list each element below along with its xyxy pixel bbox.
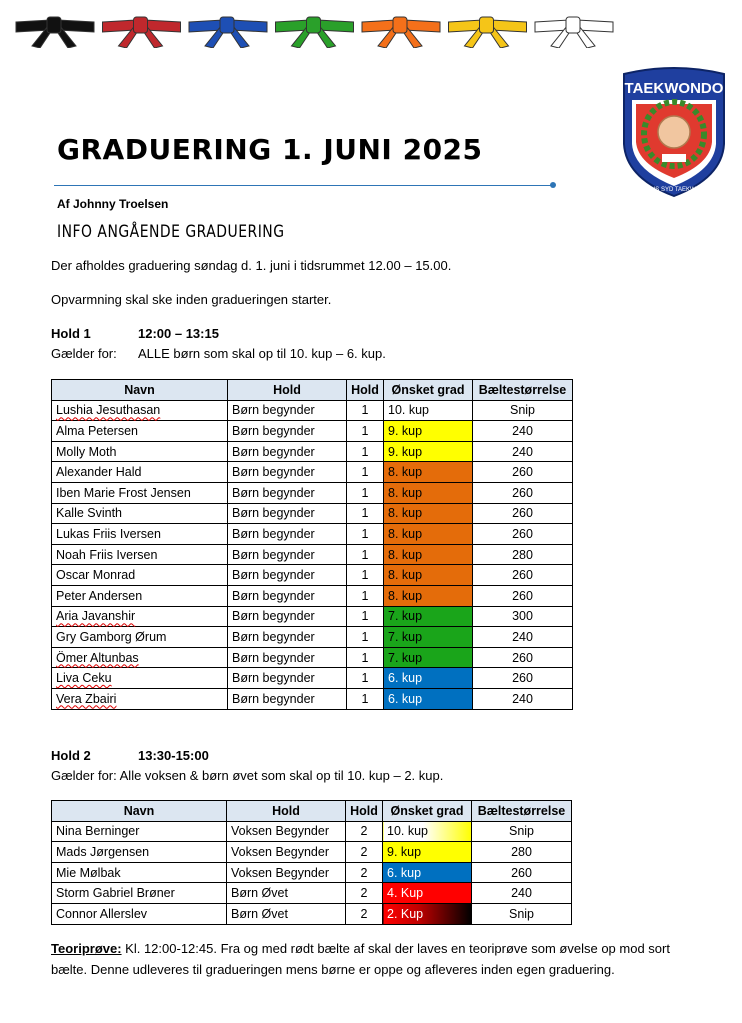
title-rule [54, 185, 552, 186]
table-row [52, 462, 573, 483]
cell-hold-number [347, 585, 384, 606]
cell-hold-number-text: 2 [360, 844, 368, 859]
cell-hold-number-text: 1 [361, 671, 369, 686]
cell-name [52, 606, 228, 627]
table-row [52, 565, 573, 586]
col-header-hold-number: Hold [347, 380, 384, 401]
cell-hold-text: Børn begynder [232, 485, 315, 500]
cell-belt-size [473, 606, 573, 627]
cell-hold-number [347, 606, 384, 627]
cell-name [52, 688, 228, 709]
col-header-navn: Navn [52, 801, 227, 822]
cell-hold-number-text: 1 [361, 506, 369, 521]
cell-hold-number-text: 1 [361, 609, 369, 624]
cell-grade [384, 668, 473, 689]
cell-grade-text: 4. Kup [387, 886, 424, 901]
cell-grade-text: 10. kup [387, 824, 429, 839]
cell-belt-size-text: 260 [512, 671, 533, 686]
cell-name-text: Molly Moth [56, 444, 117, 459]
cell-name [52, 544, 228, 565]
belt-5 [449, 17, 527, 48]
table-row [52, 606, 573, 627]
col-header-belt-size: Bæltestørrelse [473, 380, 573, 401]
cell-hold-number [346, 821, 383, 842]
cell-name-text: Aria Javanshir [56, 609, 136, 624]
cell-name-text: Connor Allerslev [56, 906, 148, 921]
cell-grade [383, 903, 472, 924]
page-title: GRADUERING 1. JUNI 2025 [57, 133, 483, 166]
cell-grade-text: 6. kup [387, 865, 422, 880]
cell-name-text: Liva Ceku [56, 671, 112, 686]
cell-name [52, 821, 227, 842]
cell-belt-size-text: 260 [512, 568, 533, 583]
cell-belt-size [472, 862, 572, 883]
cell-belt-size [472, 842, 572, 863]
cell-belt-size [473, 524, 573, 545]
cell-hold [228, 606, 347, 627]
cell-hold-number-text: 2 [360, 886, 368, 901]
cell-hold-text: Børn begynder [232, 568, 315, 583]
cell-name-text: Storm Gabriel Brøner [56, 886, 175, 901]
cell-belt-size [473, 627, 573, 648]
cell-hold-text: Børn begynder [232, 423, 315, 438]
table-row [52, 441, 573, 462]
cell-hold-number [346, 883, 383, 904]
cell-hold-number [347, 400, 384, 421]
col-header-hold: Hold [228, 380, 347, 401]
belt-2 [189, 17, 267, 48]
theory-test-text: Kl. 12:00-12:45. Fra og med rødt bælte af skal der laves en teoriprøve som øvelse op mod sort bælte. Denne udleveres til gradueringen mens børne er oppe og afleveres inden egen graduering. [51, 941, 670, 977]
theory-test-note [51, 938, 701, 980]
cell-grade-text: 2. Kup [387, 906, 424, 921]
table-row [52, 821, 572, 842]
cell-belt-size-text: 260 [512, 465, 533, 480]
cell-name [52, 400, 228, 421]
cell-name [52, 421, 228, 442]
cell-hold-number [347, 524, 384, 545]
table-row [52, 883, 572, 904]
cell-grade-text: 8. kup [388, 526, 423, 541]
cell-hold-number [347, 544, 384, 565]
col-header-navn: Navn [52, 380, 228, 401]
hold1-applies: ALLE børn som skal op til 10. kup – 6. kup. [138, 346, 386, 361]
cell-grade [384, 524, 473, 545]
table-row [52, 842, 572, 863]
cell-hold-text: Børn begynder [232, 671, 315, 686]
cell-hold-number [347, 482, 384, 503]
hold2-table [51, 800, 572, 925]
cell-hold-number [347, 688, 384, 709]
col-header-belt-size: Bæltestørrelse [472, 801, 572, 822]
cell-hold-text: Børn begynder [232, 629, 315, 644]
cell-grade-text: 9. kup [388, 444, 423, 459]
cell-name-text: Vera Zbairi [56, 691, 117, 706]
cell-hold [228, 544, 347, 565]
cell-grade-text: 9. kup [387, 844, 422, 859]
hold1-time: 12:00 – 13:15 [138, 326, 219, 341]
cell-hold-text: Voksen Begynder [231, 824, 329, 839]
table-header-row [52, 801, 572, 822]
cell-hold [227, 821, 346, 842]
belt-3 [276, 17, 354, 48]
table-row [52, 647, 573, 668]
hold2-time: 13:30-15:00 [138, 748, 209, 763]
cell-name-text: Oscar Monrad [56, 568, 136, 583]
cell-name [52, 524, 228, 545]
cell-name-text: Ömer Altunbas [56, 650, 139, 665]
cell-grade [384, 606, 473, 627]
cell-hold [228, 524, 347, 545]
cell-belt-size-text: Snip [508, 824, 535, 839]
cell-belt-size [473, 462, 573, 483]
cell-hold-text: Børn begynder [232, 609, 315, 624]
cell-hold-number-text: 2 [360, 824, 368, 839]
table-row [52, 544, 573, 565]
cell-hold [228, 647, 347, 668]
belt-0 [16, 17, 94, 48]
cell-hold-number [346, 842, 383, 863]
cell-name-text: Kalle Svinth [56, 506, 123, 521]
table-row [52, 627, 573, 648]
cell-hold-number [347, 565, 384, 586]
cell-grade [384, 421, 473, 442]
cell-grade [384, 400, 473, 421]
cell-hold-number-text: 1 [361, 403, 369, 418]
cell-grade-text: 6. kup [388, 691, 423, 706]
cell-hold [227, 862, 346, 883]
theory-test-label: Teoriprøve: [51, 941, 122, 956]
cell-hold-number-text: 1 [361, 465, 369, 480]
cell-grade-text: 8. kup [388, 506, 423, 521]
cell-name [52, 883, 227, 904]
cell-hold-number-text: 1 [361, 444, 369, 459]
cell-belt-size [473, 688, 573, 709]
cell-hold [228, 441, 347, 462]
cell-hold-text: Børn begynder [232, 526, 315, 541]
table-row [52, 688, 573, 709]
intro-line-2: Opvarmning skal ske inden gradueringen starter. [51, 292, 332, 307]
cell-hold-number [347, 462, 384, 483]
table-row [52, 668, 573, 689]
cell-name [52, 565, 228, 586]
cell-grade-text: 7. kup [388, 609, 423, 624]
cell-grade-text: 8. kup [388, 568, 423, 583]
cell-hold [228, 585, 347, 606]
cell-name-text: Mie Mølbak [56, 865, 121, 880]
cell-belt-size-text: Snip [509, 403, 536, 418]
cell-hold [228, 688, 347, 709]
cell-belt-size [473, 400, 573, 421]
logo-ring-text: AARHUS SYD TAEKWONDO [634, 187, 714, 193]
cell-belt-size-text: 260 [512, 506, 533, 521]
hold1-table [51, 379, 573, 710]
cell-name [52, 462, 228, 483]
logo-text: TAEKWONDO [624, 80, 724, 97]
table-row [52, 862, 572, 883]
cell-name [52, 627, 228, 648]
cell-name-text: Peter Andersen [56, 588, 143, 603]
cell-belt-size-text: 260 [512, 650, 533, 665]
cell-hold [227, 903, 346, 924]
cell-belt-size-text: 280 [511, 844, 532, 859]
col-header-grade: Ønsket grad [383, 801, 472, 822]
table-row [52, 903, 572, 924]
cell-hold-number [347, 668, 384, 689]
cell-grade [383, 821, 472, 842]
cell-grade-text: 10. kup [388, 403, 430, 418]
cell-grade [383, 883, 472, 904]
belt-4 [362, 17, 440, 48]
cell-name-text: Gry Gamborg Ørum [56, 629, 167, 644]
cell-hold-text: Børn Øvet [231, 886, 288, 901]
cell-belt-size-text: 240 [512, 691, 533, 706]
cell-belt-size-text: 260 [512, 526, 533, 541]
cell-hold [227, 842, 346, 863]
col-header-hold-number: Hold [346, 801, 383, 822]
cell-belt-size [473, 668, 573, 689]
cell-hold-number-text: 1 [361, 547, 369, 562]
cell-belt-size-text: 240 [512, 423, 533, 438]
cell-belt-size [473, 647, 573, 668]
cell-name [52, 862, 227, 883]
cell-belt-size [473, 503, 573, 524]
table-row [52, 482, 573, 503]
cell-hold-number-text: 1 [361, 568, 369, 583]
table-row [52, 400, 573, 421]
cell-grade-text: 7. kup [388, 650, 423, 665]
col-header-hold: Hold [227, 801, 346, 822]
cell-hold-text: Børn begynder [232, 547, 315, 562]
cell-belt-size-text: 260 [512, 485, 533, 500]
cell-hold-text: Børn begynder [232, 444, 315, 459]
hold1-applies-label: Gælder for: [51, 346, 117, 361]
cell-grade [384, 441, 473, 462]
cell-hold [228, 400, 347, 421]
cell-grade-text: 8. kup [388, 485, 423, 500]
hold1-label: Hold 1 [51, 326, 91, 341]
cell-name [52, 903, 227, 924]
cell-grade [384, 503, 473, 524]
cell-hold-number [347, 441, 384, 462]
cell-belt-size-text: 240 [512, 444, 533, 459]
cell-belt-size [473, 421, 573, 442]
cell-name [52, 842, 227, 863]
cell-name [52, 647, 228, 668]
author: Af Johnny Troelsen [57, 197, 169, 211]
belt-6 [535, 17, 613, 48]
cell-name [52, 441, 228, 462]
cell-hold-text: Børn begynder [232, 403, 315, 418]
cell-hold [228, 482, 347, 503]
cell-belt-size-text: 260 [511, 865, 532, 880]
cell-hold [228, 627, 347, 648]
cell-name-text: Mads Jørgensen [56, 844, 150, 859]
cell-hold-text: Børn begynder [232, 650, 315, 665]
cell-grade [384, 647, 473, 668]
cell-name-text: Lukas Friis Iversen [56, 526, 161, 541]
cell-hold-number [346, 903, 383, 924]
cell-hold [228, 462, 347, 483]
cell-belt-size-text: Snip [508, 906, 535, 921]
cell-grade [384, 544, 473, 565]
cell-hold-text: Børn begynder [232, 465, 315, 480]
cell-hold [228, 668, 347, 689]
table-row [52, 585, 573, 606]
cell-grade [384, 482, 473, 503]
cell-name-text: Alma Petersen [56, 423, 138, 438]
cell-hold-number-text: 1 [361, 526, 369, 541]
cell-belt-size [472, 903, 572, 924]
cell-hold-number-text: 1 [361, 588, 369, 603]
cell-hold [228, 421, 347, 442]
table-row [52, 421, 573, 442]
cell-hold-number-text: 2 [360, 865, 368, 880]
cell-belt-size-text: 300 [512, 609, 533, 624]
cell-hold-text: Børn begynder [232, 506, 315, 521]
section-heading: INFO ANGÅENDE GRADUERING [57, 222, 285, 242]
cell-belt-size [473, 544, 573, 565]
cell-name-text: Nina Berninger [56, 824, 140, 839]
intro-line-1: Der afholdes graduering søndag d. 1. juni i tidsrummet 12.00 – 15.00. [51, 258, 452, 273]
cell-hold-number-text: 2 [360, 906, 368, 921]
club-logo [618, 66, 730, 200]
cell-belt-size [473, 441, 573, 462]
cell-grade [384, 462, 473, 483]
cell-grade-text: 8. kup [388, 465, 423, 480]
table-header-row [52, 380, 573, 401]
cell-belt-size-text: 280 [512, 547, 533, 562]
cell-hold [227, 883, 346, 904]
cell-hold [228, 503, 347, 524]
cell-belt-size [472, 821, 572, 842]
cell-grade [384, 688, 473, 709]
cell-name-text: Iben Marie Frost Jensen [56, 485, 191, 500]
cell-grade [383, 862, 472, 883]
cell-belt-size-text: 240 [512, 629, 533, 644]
cell-name [52, 482, 228, 503]
cell-grade [384, 565, 473, 586]
cell-belt-size [473, 585, 573, 606]
cell-hold-number [347, 503, 384, 524]
cell-hold-text: Voksen Begynder [231, 865, 329, 880]
table-row [52, 503, 573, 524]
cell-hold-number-text: 1 [361, 650, 369, 665]
cell-grade-text: 8. kup [388, 547, 423, 562]
cell-hold-text: Børn begynder [232, 691, 315, 706]
cell-belt-size [473, 482, 573, 503]
cell-grade [383, 842, 472, 863]
cell-hold-number [347, 647, 384, 668]
cell-grade-text: 8. kup [388, 588, 423, 603]
cell-hold [228, 565, 347, 586]
cell-name [52, 668, 228, 689]
cell-belt-size-text: 260 [512, 588, 533, 603]
table-row [52, 524, 573, 545]
cell-hold-number-text: 1 [361, 485, 369, 500]
cell-name-text: Noah Friis Iversen [56, 547, 158, 562]
cell-hold-text: Børn Øvet [231, 906, 288, 921]
cell-grade-text: 7. kup [388, 629, 423, 644]
cell-name-text: Alexander Hald [56, 465, 142, 480]
cell-name-text: Lushia Jesuthasan [56, 403, 161, 418]
cell-grade-text: 6. kup [388, 671, 423, 686]
hold2-label: Hold 2 [51, 748, 91, 763]
cell-hold-text: Voksen Begynder [231, 844, 329, 859]
cell-hold-number [347, 421, 384, 442]
belt-1 [103, 17, 181, 48]
belt-banner [14, 8, 624, 48]
cell-name [52, 503, 228, 524]
cell-hold-number [346, 862, 383, 883]
cell-grade [384, 627, 473, 648]
cell-name [52, 585, 228, 606]
cell-grade [384, 585, 473, 606]
cell-hold-number-text: 1 [361, 629, 369, 644]
cell-hold-text: Børn begynder [232, 588, 315, 603]
cell-hold-number-text: 1 [361, 691, 369, 706]
cell-belt-size [472, 883, 572, 904]
title-rule-dot [550, 182, 556, 188]
cell-hold-number [347, 627, 384, 648]
col-header-grade: Ønsket grad [384, 380, 473, 401]
cell-belt-size [473, 565, 573, 586]
cell-grade-text: 9. kup [388, 423, 423, 438]
cell-belt-size-text: 240 [511, 886, 532, 901]
cell-hold-number-text: 1 [361, 423, 369, 438]
hold2-applies: Gælder for: Alle voksen & børn øvet som skal op til 10. kup – 2. kup. [51, 768, 444, 783]
